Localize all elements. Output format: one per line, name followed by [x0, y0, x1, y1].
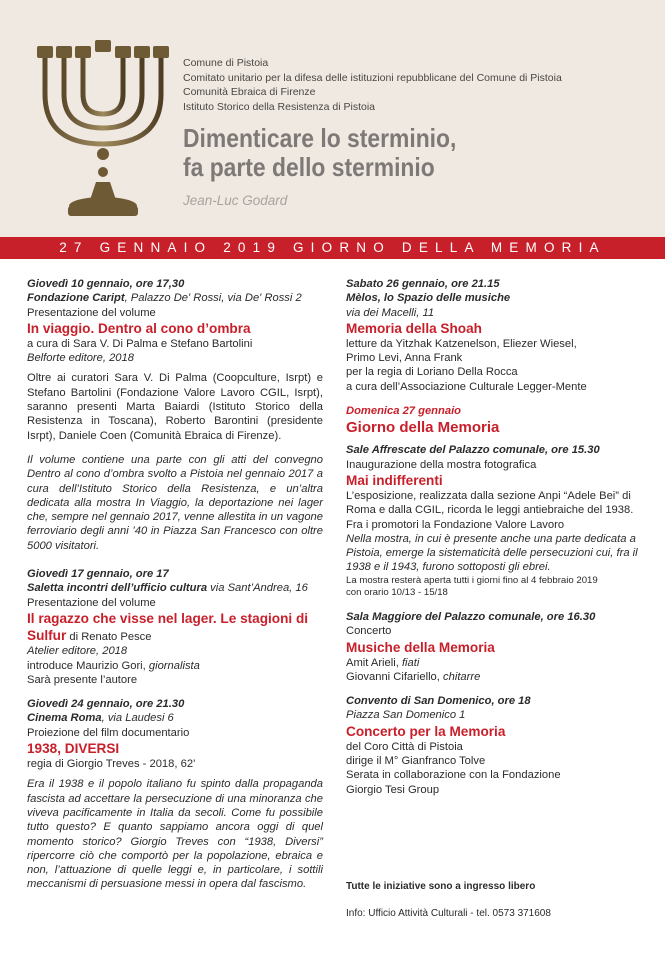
- day-label: Domenica 27 gennaio: [346, 405, 462, 418]
- right-column: [346, 277, 644, 797]
- event-date: Sabato 26 gennaio, ore 21.15: [346, 278, 500, 290]
- event-date: Giovedì 17 gennaio, ore 17: [27, 568, 169, 581]
- event-line: Giorgio Tesi Group: [346, 783, 440, 796]
- event-publisher: Atelier editore, 2018: [27, 645, 128, 658]
- event-intro: Presentazione del volume: [27, 596, 156, 609]
- event-title: Il ragazzo che visse nel lager. Le stagioni di: [27, 610, 309, 626]
- event-note: Era il 1938 e il popolo italiano fu spinto dalla propaganda fascista ad accettare la persecuzione di una minoranza che viveva pacificamente in Italia da secoli. Come fu possibile tutto questo? E quanto sappiamo ancora oggi di quel momento storico? Giorgio Treves con “1938, Diversi” ripercorre ciò che comportò per la popolazione, ebraica e non, l’attuazione di quelle leggi e, in particolare, i sottili meccanismi di persuasione messi in opera dal fascismo.: [27, 778, 323, 891]
- page-title: [183, 124, 456, 182]
- event-24-january: [27, 697, 323, 892]
- event-exhibition: [346, 443, 644, 600]
- event-line: del Coro Città di Pistoia: [346, 740, 463, 753]
- event-title: Musiche della Memoria: [346, 639, 495, 655]
- event-venue: Convento di San Domenico, ore 18: [346, 695, 531, 708]
- event-title: Mai indifferenti: [346, 472, 443, 488]
- event-intro: Inaugurazione della mostra fotografica: [346, 458, 537, 471]
- event-17-january: [27, 567, 323, 687]
- date-banner: 27 GENNAIO 2019 GIORNO DELLA MEMORIA: [0, 237, 665, 259]
- event-title: In viaggio. Dentro al cono d’ombra: [27, 320, 251, 336]
- event-hours: La mostra resterà aperta tutti i giorni fino al 4 febbraio 2019: [346, 574, 598, 586]
- event-venue: Saletta incontri dell’ufficio cultura via Sant’Andrea, 16: [27, 582, 308, 595]
- organizer: Comune di Pistoia: [183, 57, 269, 69]
- event-hours: con orario 10/13 - 15/18: [346, 587, 448, 599]
- menorah-icon: [28, 32, 178, 224]
- info-contact: Info: Ufficio Attività Culturali - tel. 0573 371608: [346, 908, 551, 919]
- event-address: via dei Macelli, 11: [346, 306, 435, 319]
- event-venue: Mèlos, lo Spazio delle musiche: [346, 292, 511, 305]
- event-26-january: [346, 277, 644, 394]
- event-presence: Sarà presente l’autore: [27, 673, 138, 686]
- event-director: regia di Giorgio Treves - 2018, 62’: [27, 758, 196, 771]
- quote-author: Jean-Luc Godard: [183, 193, 288, 208]
- event-title: 1938, DIVERSI: [27, 741, 120, 757]
- event-line: dirige il M° Gianfranco Tolve: [346, 755, 486, 768]
- event-title: Concerto per la Memoria: [346, 723, 506, 739]
- event-intro: Presentazione del volume: [27, 306, 156, 319]
- event-body: Oltre ai curatori Sara V. Di Palma (Coopculture, Isrpt) e Stefano Bartolini (Fondazione Valore Lavoro CGIL, Isrpt), saranno presenti Marta Baiardi (Istituto Storico della Resistenza in Toscana), Roberto Barontini (presidente Isrpt), Daniele Coen (Comunità Ebraica di Firenze).: [27, 372, 323, 442]
- event-title: Memoria della Shoah: [346, 320, 482, 336]
- event-venue: Cinema Roma, via Laudesi 6: [27, 712, 174, 725]
- event-line: a cura dell’Associazione Culturale Legger-Mente: [346, 380, 587, 393]
- event-title-cont: Sulfur di Renato Pesce: [27, 627, 152, 643]
- event-date: Giovedì 10 gennaio, ore 17,30: [27, 278, 185, 290]
- event-introduces: introduce Maurizio Gori, giornalista: [27, 659, 200, 672]
- event-venue: Sala Maggiore del Palazzo comunale, ore 16.30: [346, 610, 596, 623]
- event-concert-2: [346, 694, 644, 797]
- event-venue: Fondazione Caript, Palazzo De' Rossi, via De' Rossi 2: [27, 292, 302, 305]
- organizer: Comunità Ebraica di Firenze: [183, 86, 316, 98]
- header: [0, 0, 665, 237]
- event-date: Giovedì 24 gennaio, ore 21.30: [27, 698, 185, 711]
- free-entry-note: Tutte le iniziative sono a ingresso libero: [346, 881, 536, 892]
- event-intro: Concerto: [346, 625, 392, 638]
- day-title: Giorno della Memoria: [346, 419, 500, 437]
- event-line: per la regia di Loriano Della Rocca: [346, 366, 518, 379]
- event-line: Serata in collaborazione con la Fondazione: [346, 769, 561, 782]
- organizer: Comitato unitario per la difesa delle istituzioni repubblicane del Comune di Pistoia: [183, 71, 562, 84]
- performer: Amit Arieli, fiati: [346, 656, 420, 669]
- event-publisher: Belforte editore, 2018: [27, 352, 134, 365]
- event-curators: a cura di Sara V. Di Palma e Stefano Bartolini: [27, 337, 253, 350]
- performer: Giovanni Cifariello, chitarre: [346, 670, 481, 683]
- title-line-1: Dimenticare lo sterminio,: [183, 123, 457, 153]
- event-concert-1: [346, 610, 644, 684]
- event-address: Piazza San Domenico 1: [346, 709, 466, 722]
- event-10-january: [27, 277, 323, 553]
- event-body: L’esposizione, realizzata dalla sezione Anpi “Adele Bei” di Roma e dalla CGIL, ricorda le leggi antiebraiche del 1938.: [346, 489, 634, 517]
- event-note: Nella mostra, in cui è presente anche una parte dedicata a Pistoia, emerge la sistematicità delle persecuzioni cui, fra il 1938 e il 1943, furono sottoposti gli ebrei.: [346, 532, 638, 574]
- event-venue: Sale Affrescate del Palazzo comunale, ore 15.30: [346, 444, 600, 457]
- event-line: Primo Levi, Anna Frank: [346, 352, 463, 365]
- event-body: Fra i promotori la Fondazione Valore Lavoro: [346, 518, 565, 531]
- organizer: Istituto Storico della Resistenza di Pistoia: [183, 100, 376, 113]
- event-intro: Proiezione del film documentario: [27, 726, 190, 739]
- organizers-list: [183, 56, 562, 114]
- title-line-2: fa parte dello sterminio: [183, 152, 435, 182]
- event-note: Il volume contiene una parte con gli atti del convegno Dentro al cono d’ombra svolto a Pistoia nel gennaio 2017 a cura dell’Istituto Storico della Resistenza, e un’altra dedicata alla mostra In Viaggio, la deportazione nei lager che, sempre nel gennaio 2017, venne allestita in un vagone ferroviario degli anni ’40 in Piazza San Francesco con oltre 5000 visitatori.: [27, 453, 323, 552]
- event-line: letture da Yitzhak Katzenelson, Eliezer Wiesel,: [346, 337, 577, 350]
- left-column: [27, 277, 323, 892]
